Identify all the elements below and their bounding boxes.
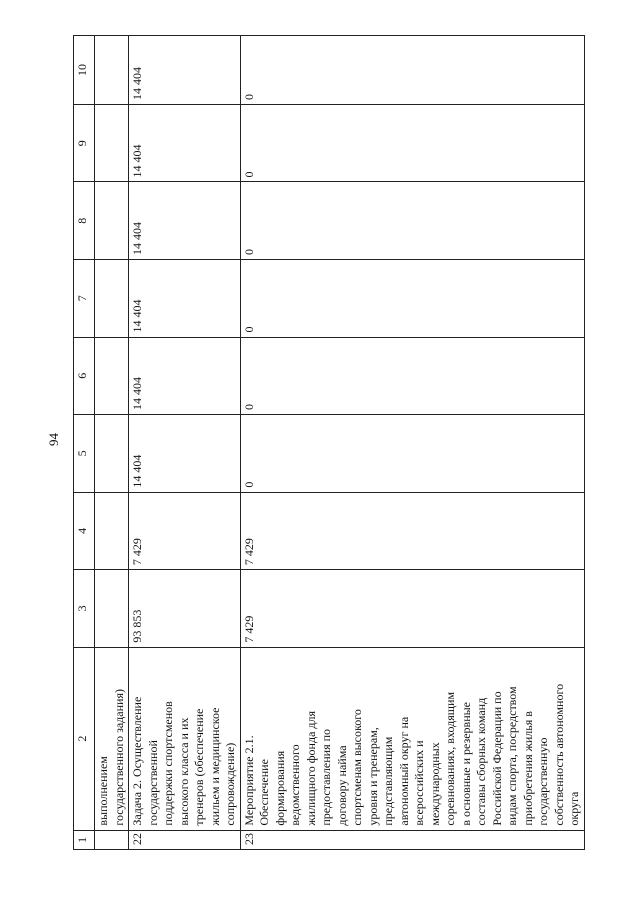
table-row bbox=[129, 36, 241, 850]
page-number: 94 bbox=[46, 433, 61, 446]
value-cell: 93 853 bbox=[129, 570, 241, 648]
value-cell bbox=[95, 492, 129, 570]
row-number: 23 bbox=[240, 830, 584, 849]
value-cell bbox=[95, 337, 129, 415]
header-cell: 9 bbox=[74, 104, 95, 182]
value-cell bbox=[95, 36, 129, 105]
value-cell bbox=[95, 260, 129, 338]
header-cell: 4 bbox=[74, 492, 95, 570]
value-cell: 0 bbox=[240, 337, 584, 415]
header-cell: 3 bbox=[74, 570, 95, 648]
value-cell bbox=[95, 570, 129, 648]
header-cell: 6 bbox=[74, 337, 95, 415]
value-cell: 0 bbox=[240, 104, 584, 182]
header-cell: 5 bbox=[74, 415, 95, 493]
value-cell: 0 bbox=[240, 260, 584, 338]
value-cell: 7 429 bbox=[240, 492, 584, 570]
value-cell: 14 404 bbox=[129, 104, 241, 182]
data-table bbox=[73, 35, 585, 850]
row-number: 22 bbox=[129, 830, 241, 849]
value-cell: 0 bbox=[240, 182, 584, 260]
value-cell: 0 bbox=[240, 415, 584, 493]
row-number bbox=[95, 830, 129, 849]
value-cell: 14 404 bbox=[129, 36, 241, 105]
table-row bbox=[240, 36, 584, 850]
row-name: выполнением государственного задания) bbox=[95, 647, 129, 830]
value-cell: 7 429 bbox=[240, 570, 584, 648]
value-cell: 14 404 bbox=[129, 337, 241, 415]
value-cell: 14 404 bbox=[129, 260, 241, 338]
header-cell: 10 bbox=[74, 36, 95, 105]
rotated-table-wrapper bbox=[73, 35, 581, 850]
header-row bbox=[74, 36, 95, 850]
value-cell bbox=[95, 104, 129, 182]
value-cell: 14 404 bbox=[129, 415, 241, 493]
value-cell: 14 404 bbox=[129, 182, 241, 260]
row-name: Задача 2. Осуществление государственной поддержки спортсменов высокого класса и их тренеров (обеспечение жильем и медицинское сопровождение) bbox=[129, 647, 241, 830]
header-cell: 2 bbox=[74, 647, 95, 830]
value-cell: 0 bbox=[240, 36, 584, 105]
table-row bbox=[95, 36, 129, 850]
header-cell: 7 bbox=[74, 260, 95, 338]
header-cell: 1 bbox=[74, 830, 95, 849]
value-cell bbox=[95, 182, 129, 260]
header-cell: 8 bbox=[74, 182, 95, 260]
value-cell: 7 429 bbox=[129, 492, 241, 570]
value-cell bbox=[95, 415, 129, 493]
row-name: Мероприятие 2.1. Обеспечение формирования ведомственного жилищного фонда для предоставления по договору найма спортсменам высокого уровня и тренерам, представляющим автономный округ на всероссийских и международных соревнованиях, входящим в основные и резервные составы сборных команд Российской Федерации по видам спорта, посредством приобретения жилья в государственную собственность автономного округа bbox=[240, 647, 584, 830]
